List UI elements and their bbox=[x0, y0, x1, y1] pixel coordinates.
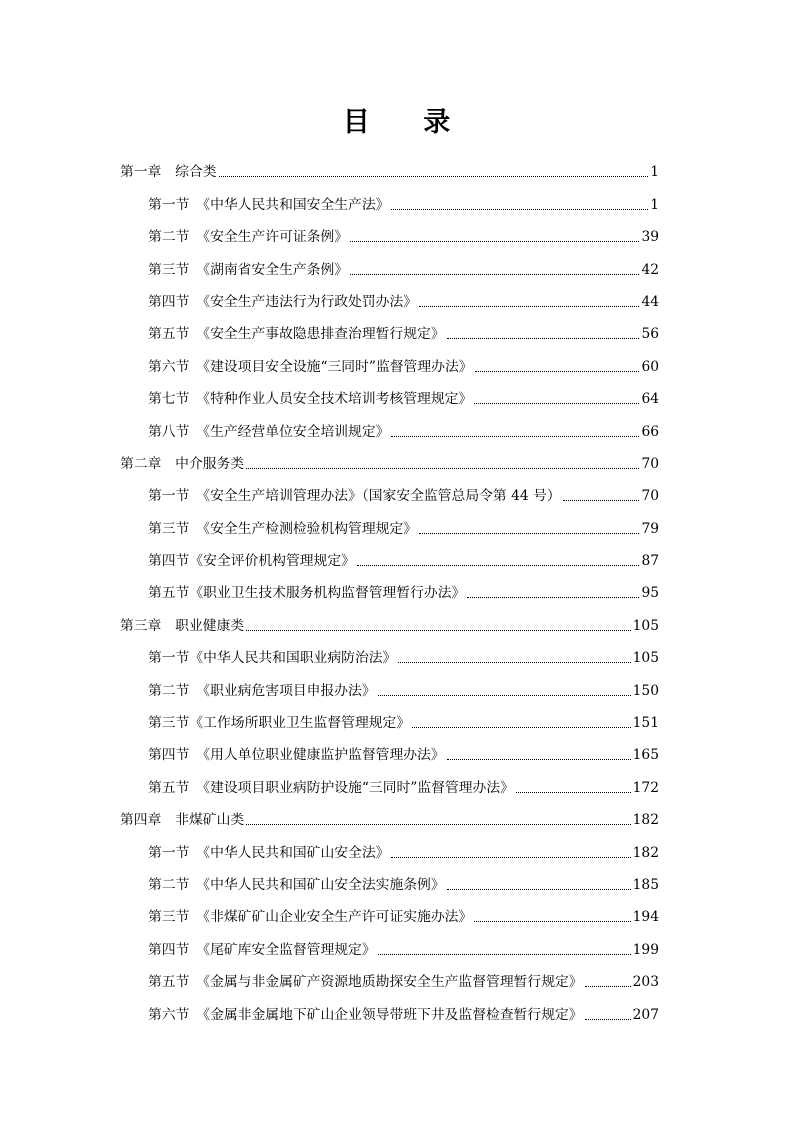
dot-leader bbox=[350, 241, 639, 242]
toc-section-entry bbox=[120, 213, 659, 245]
toc-section-entry bbox=[120, 893, 659, 925]
toc-page-number: 56 bbox=[641, 326, 659, 343]
toc-entry-label: 第一章 综合类 bbox=[120, 164, 217, 181]
toc-entry-label: 第六节 《建设项目安全设施“三同时”监督管理办法》 bbox=[148, 358, 473, 375]
dot-leader bbox=[419, 306, 639, 307]
dot-leader bbox=[563, 500, 640, 501]
dot-leader bbox=[419, 533, 639, 534]
dot-leader bbox=[391, 209, 648, 210]
toc-entry-label: 第三节《工作场所职业卫生监督管理规定》 bbox=[148, 715, 411, 732]
toc-section-entry bbox=[120, 699, 659, 731]
toc-page-number: 66 bbox=[641, 423, 659, 440]
toc-section-entry bbox=[120, 958, 659, 990]
dot-leader bbox=[378, 695, 631, 696]
toc-section-entry bbox=[120, 990, 659, 1022]
toc-page-number: 151 bbox=[632, 715, 659, 732]
toc-section-entry bbox=[120, 569, 659, 601]
toc-section-entry bbox=[120, 342, 659, 374]
toc-entry-label: 第四节 《安全生产违法行为行政处罚办法》 bbox=[148, 293, 418, 310]
toc-entry-label: 第七节 《特种作业人员安全技术培训考核管理规定》 bbox=[148, 391, 473, 408]
toc-page-number: 172 bbox=[632, 779, 659, 796]
dot-leader bbox=[246, 824, 630, 825]
toc-page-number: 1 bbox=[650, 196, 659, 213]
toc-section-entry bbox=[120, 925, 659, 957]
toc-page-number: 70 bbox=[641, 488, 659, 505]
toc-page-number: 194 bbox=[632, 909, 659, 926]
toc-entry-label: 第二章 中介服务类 bbox=[120, 455, 245, 472]
toc-entry-label: 第一节 《安全生产培训管理办法》（国家安全监管总局令第 44 号） bbox=[148, 488, 561, 505]
dot-leader bbox=[474, 921, 630, 922]
toc-page-number: 95 bbox=[641, 585, 659, 602]
toc-section-entry bbox=[120, 407, 659, 439]
toc-section-entry bbox=[120, 861, 659, 893]
toc-page-number: 203 bbox=[632, 974, 659, 991]
toc-section-entry bbox=[120, 828, 659, 860]
toc-entry-label: 第四节 《用人单位职业健康监护监督管理办法》 bbox=[148, 747, 445, 764]
toc-page-number: 79 bbox=[641, 520, 659, 537]
dot-leader bbox=[391, 857, 630, 858]
toc-entry-label: 第三节 《非煤矿矿山企业安全生产许可证实施办法》 bbox=[148, 909, 473, 926]
dot-leader bbox=[447, 759, 631, 760]
toc-entry-label: 第四节 《尾矿库安全监督管理规定》 bbox=[148, 941, 376, 958]
dot-leader bbox=[412, 727, 631, 728]
toc-entry-label: 第三节 《安全生产检测检验机构管理规定》 bbox=[148, 520, 418, 537]
toc-page-number: 182 bbox=[632, 812, 659, 829]
dot-leader bbox=[467, 597, 639, 598]
toc-section-entry bbox=[120, 537, 659, 569]
toc-section-entry bbox=[120, 375, 659, 407]
toc-page-number: 150 bbox=[632, 682, 659, 699]
dot-leader bbox=[246, 468, 639, 469]
toc-chapter-entry bbox=[120, 601, 659, 633]
toc-entry-label: 第一节《中华人民共和国职业病防治法》 bbox=[148, 650, 397, 667]
toc-entry-label: 第一节 《中华人民共和国安全生产法》 bbox=[148, 196, 390, 213]
toc-section-entry bbox=[120, 763, 659, 795]
dot-leader bbox=[516, 792, 631, 793]
toc-section-entry bbox=[120, 504, 659, 536]
toc-section-entry bbox=[120, 278, 659, 310]
toc-section-entry bbox=[120, 666, 659, 698]
toc-page-number: 165 bbox=[632, 747, 659, 764]
toc-page-number: 1 bbox=[650, 164, 659, 181]
dot-leader bbox=[378, 954, 631, 955]
dot-leader bbox=[357, 565, 639, 566]
toc-entry-label: 第六节 《金属非金属地下矿山企业领导带班下井及监督检查暂行规定》 bbox=[148, 1006, 583, 1023]
toc-page-number: 44 bbox=[641, 293, 659, 310]
toc-page-number: 64 bbox=[641, 391, 659, 408]
toc-page-number: 105 bbox=[632, 650, 659, 667]
dot-leader bbox=[391, 436, 639, 437]
toc-entry-label: 第五节 《安全生产事故隐患排查治理暂行规定》 bbox=[148, 326, 445, 343]
toc-entry-label: 第二节 《职业病危害项目申报办法》 bbox=[148, 682, 376, 699]
dot-leader bbox=[350, 274, 639, 275]
dot-leader bbox=[447, 889, 631, 890]
toc-page-number: 105 bbox=[632, 617, 659, 634]
toc-chapter-entry bbox=[120, 440, 659, 472]
toc-page-number: 185 bbox=[632, 876, 659, 893]
toc-section-entry bbox=[120, 634, 659, 666]
dot-leader bbox=[219, 176, 649, 177]
toc-section-entry bbox=[120, 472, 659, 504]
toc-page-number: 199 bbox=[632, 941, 659, 958]
toc-entry-label: 第五节《职业卫生技术服务机构监督管理暂行办法》 bbox=[148, 585, 466, 602]
toc-section-entry bbox=[120, 310, 659, 342]
toc-page-number: 39 bbox=[641, 229, 659, 246]
toc-entry-label: 第一节 《中华人民共和国矿山安全法》 bbox=[148, 844, 390, 861]
dot-leader bbox=[585, 986, 631, 987]
toc-entry-label: 第五节 《建设项目职业病防护设施“三同时”监督管理办法》 bbox=[148, 779, 514, 796]
toc-entry-label: 第五节 《金属与非金属矿产资源地质勘探安全生产监督管理暂行规定》 bbox=[148, 974, 583, 991]
toc-entry-label: 第二节 《中华人民共和国矿山安全法实施条例》 bbox=[148, 876, 445, 893]
toc-entry-label: 第四节《安全评价机构管理规定》 bbox=[148, 553, 355, 570]
toc-page-number: 87 bbox=[641, 553, 659, 570]
toc-entry-label: 第四章 非煤矿山类 bbox=[120, 812, 245, 829]
toc-entry-label: 第八节 《生产经营单位安全培训规定》 bbox=[148, 423, 390, 440]
page-title: 目 录 bbox=[342, 107, 473, 138]
toc-page-number: 42 bbox=[641, 261, 659, 278]
dot-leader bbox=[398, 662, 630, 663]
toc-page-number: 60 bbox=[641, 358, 659, 375]
toc-entry-label: 第三节 《湖南省安全生产条例》 bbox=[148, 261, 349, 278]
dot-leader bbox=[474, 403, 639, 404]
toc-page-number: 182 bbox=[632, 844, 659, 861]
toc-page-number: 207 bbox=[632, 1006, 659, 1023]
toc-entry-label: 第三章 职业健康类 bbox=[120, 617, 245, 634]
toc-section-entry bbox=[120, 180, 659, 212]
toc-page-number: 70 bbox=[641, 455, 659, 472]
dot-leader bbox=[585, 1019, 631, 1020]
toc-chapter-entry bbox=[120, 148, 659, 180]
toc-section-entry bbox=[120, 731, 659, 763]
toc-entry-label: 第二节 《安全生产许可证条例》 bbox=[148, 229, 349, 246]
toc-section-entry bbox=[120, 245, 659, 277]
dot-leader bbox=[475, 371, 640, 372]
table-of-contents bbox=[120, 148, 659, 1023]
dot-leader bbox=[246, 630, 630, 631]
dot-leader bbox=[447, 338, 640, 339]
toc-chapter-entry bbox=[120, 796, 659, 828]
